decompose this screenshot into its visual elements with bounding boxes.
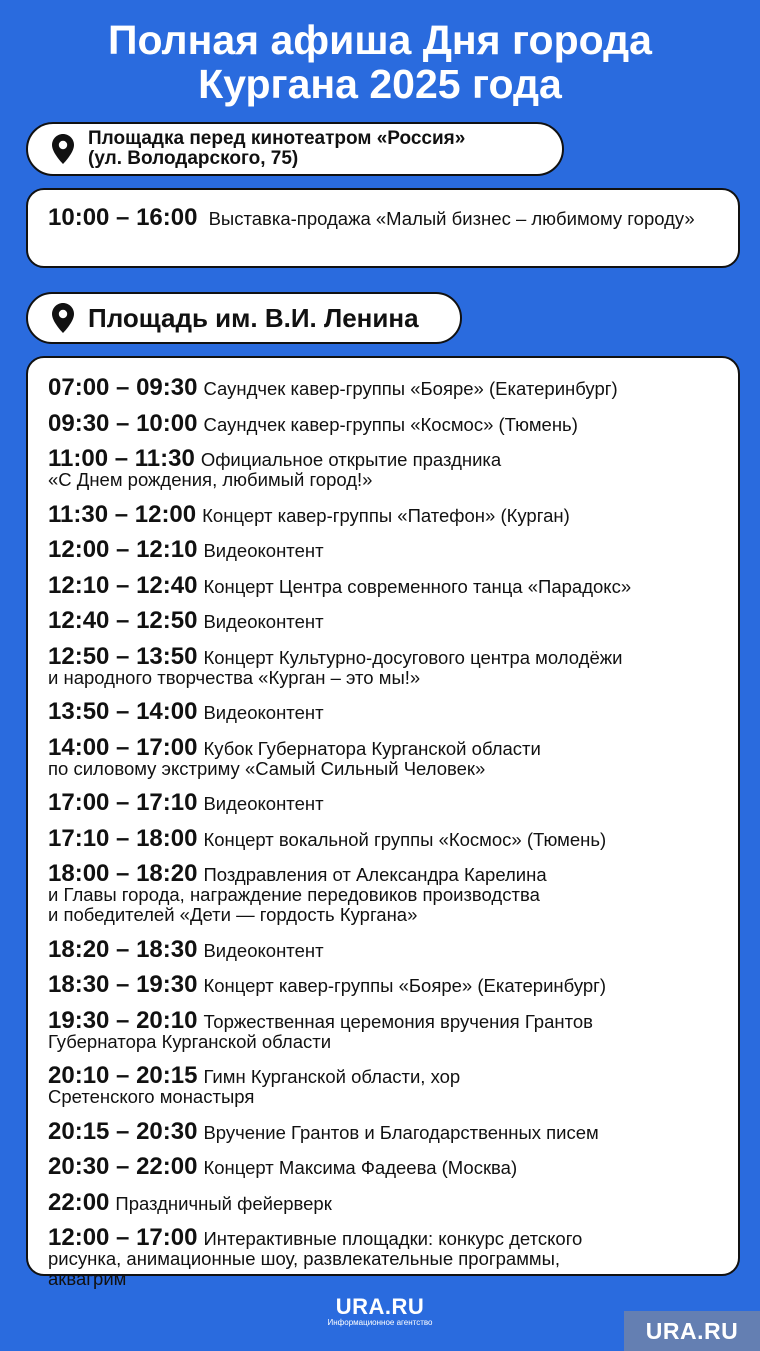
schedule-row — [48, 1006, 724, 1052]
event-time: 17:00 – 17:10 — [48, 789, 198, 816]
schedule-row — [48, 1062, 724, 1107]
event-time: 18:00 – 18:20 — [48, 860, 198, 887]
schedule-row — [48, 971, 724, 998]
location-badge-lenin-square — [26, 292, 462, 344]
schedule-row — [48, 204, 720, 231]
schedule-row — [48, 698, 724, 725]
schedule-row — [48, 935, 724, 963]
event-title: Концерт Максима Фадеева (Москва) — [203, 1157, 518, 1178]
event-title: Видеоконтент — [203, 793, 324, 814]
schedule-row — [48, 733, 724, 779]
event-time: 10:00 – 16:00 — [48, 204, 198, 231]
event-title: Концерт Культурно-досугового центра молодёжи — [203, 646, 623, 668]
event-title-continued: и народного творчества «Курган – это мы!» — [48, 666, 421, 688]
location-name: Площадь им. В.И. Ленина — [88, 302, 419, 333]
event-title: Концерт кавер-группы «Бояре» (Екатеринбург) — [203, 975, 607, 996]
schedule-row — [48, 824, 724, 852]
event-title: Видеоконтент — [203, 540, 324, 561]
event-title: Официальное открытие праздника — [200, 449, 502, 470]
logo-tagline: Информационное агентство — [327, 1318, 433, 1327]
event-title: Видеоконтент — [203, 702, 324, 723]
schedule-row — [48, 1224, 724, 1289]
event-time: 13:50 – 14:00 — [48, 698, 198, 725]
location-address: (ул. Володарского, 75) — [88, 148, 299, 169]
event-title: Поздравления от Александра Карелина — [203, 864, 547, 885]
event-time: 12:10 – 12:40 — [48, 571, 198, 599]
event-title: Гимн Курганской области, хор — [203, 1066, 461, 1087]
event-title-continued: и победителей «Дети — гордость Кургана» — [48, 904, 418, 925]
map-pin-icon — [50, 302, 76, 334]
title-line-2: Кургана 2025 года — [198, 61, 562, 107]
event-time: 12:00 – 12:10 — [48, 536, 198, 563]
schedule-card-rossiya — [26, 188, 740, 268]
schedule-row — [48, 860, 724, 925]
schedule-row — [48, 1117, 724, 1145]
watermark: URA.RU — [624, 1311, 760, 1351]
schedule-row — [48, 607, 724, 634]
schedule-row — [48, 642, 724, 688]
schedule-row — [48, 445, 724, 490]
schedule-card-lenin-square — [26, 356, 740, 1289]
event-title-continued: «С Днем рождения, любимый город!» — [48, 469, 373, 490]
title-line-1: Полная афиша Дня города — [108, 17, 652, 63]
event-title: Торжественная церемония вручения Грантов — [203, 1010, 593, 1032]
event-time: 22:00 — [48, 1188, 110, 1216]
event-time: 18:20 – 18:30 — [48, 935, 198, 963]
event-title: Вручение Грантов и Благодарственных писем — [203, 1121, 599, 1143]
schedule-row — [48, 374, 724, 401]
logo-text: URA.RU — [335, 1294, 425, 1319]
schedule-row — [48, 789, 724, 816]
event-time: 12:00 – 17:00 — [48, 1224, 198, 1251]
event-time: 09:30 – 10:00 — [48, 409, 198, 437]
event-time: 19:30 – 20:10 — [48, 1006, 198, 1034]
event-time: 18:30 – 19:30 — [48, 971, 198, 998]
event-title-continued: Губернатора Курганской области — [48, 1030, 332, 1052]
event-time: 20:30 – 22:00 — [48, 1153, 198, 1180]
location-label — [88, 129, 465, 169]
event-title: Саундчек кавер-группы «Космос» (Тюмень) — [203, 413, 578, 435]
event-title-continued: и Главы города, награждение передовиков производства — [48, 884, 540, 905]
event-title: Саундчек кавер-группы «Бояре» (Екатеринбург) — [203, 378, 618, 399]
event-title-continued: рисунка, анимационные шоу, развлекательные программы, — [48, 1248, 561, 1269]
event-time: 07:00 – 09:30 — [48, 374, 198, 401]
event-title-continued: Сретенского монастыря — [48, 1086, 255, 1107]
event-time: 11:00 – 11:30 — [48, 445, 195, 472]
event-time: 20:15 – 20:30 — [48, 1117, 198, 1145]
event-time: 12:40 – 12:50 — [48, 607, 198, 634]
event-title: Интерактивные площадки: конкурс детского — [203, 1228, 583, 1249]
schedule-row — [48, 500, 724, 528]
event-title: Концерт вокальной группы «Космос» (Тюмень) — [203, 828, 607, 850]
event-time: 14:00 – 17:00 — [48, 733, 198, 761]
event-title-continued: аквагрим — [48, 1268, 127, 1289]
page-title — [0, 18, 760, 106]
schedule-row — [48, 1153, 724, 1180]
event-time: 17:10 – 18:00 — [48, 824, 198, 852]
schedule-row — [48, 409, 724, 437]
event-time: 12:50 – 13:50 — [48, 642, 198, 670]
event-time: 20:10 – 20:15 — [48, 1062, 198, 1089]
schedule-row — [48, 571, 724, 599]
event-title: Выставка-продажа «Малый бизнес – любимому городу» — [208, 208, 695, 229]
location-name: Площадка перед кинотеатром «Россия» — [88, 128, 466, 149]
schedule-row — [48, 1188, 724, 1216]
event-title: Видеоконтент — [203, 611, 324, 632]
map-pin-icon — [50, 133, 76, 165]
event-title: Концерт кавер-группы «Патефон» (Курган) — [202, 504, 570, 526]
schedule-row — [48, 536, 724, 563]
event-time: 11:30 – 12:00 — [48, 500, 197, 528]
event-title: Концерт Центра современного танца «Парадокс» — [203, 575, 632, 597]
event-title-continued: по силовому экстриму «Самый Сильный Человек» — [48, 757, 486, 779]
event-title: Кубок Губернатора Курганской области — [203, 737, 541, 759]
event-title: Видеоконтент — [203, 939, 324, 961]
event-title: Праздничный фейерверк — [115, 1192, 332, 1214]
location-badge-rossiya — [26, 122, 564, 176]
